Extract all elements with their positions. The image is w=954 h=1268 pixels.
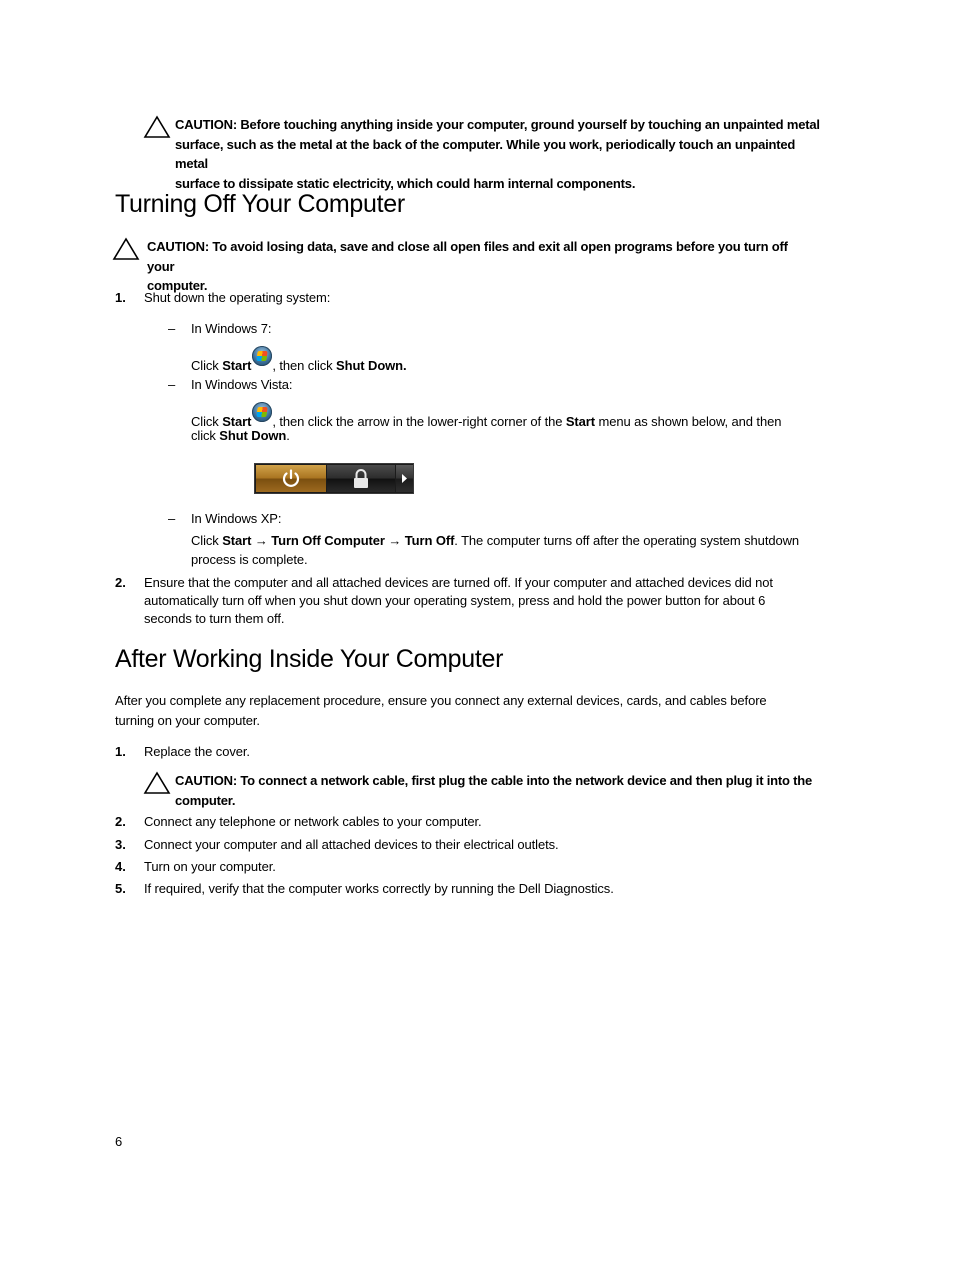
step-number: 4. — [115, 859, 126, 874]
caution-note-data-loss — [112, 237, 812, 293]
caution-line: surface to dissipate static electricity, which could harm internal components. — [175, 175, 636, 191]
caution-line: CAUTION: Before touching anything inside your computer, ground yourself by touching an unpainted metal — [175, 117, 820, 132]
section-title-after-working: After Working Inside Your Computer — [115, 645, 504, 673]
text-line: Ensure that the computer and all attached devices are turned off. If your computer and attached devices did not — [144, 575, 773, 590]
start-keyword: Start — [222, 414, 252, 429]
step-number: 1. — [115, 290, 126, 305]
text-period: . — [286, 428, 290, 443]
start-keyword: Start — [222, 358, 252, 373]
step-text: Replace the cover. — [144, 744, 250, 759]
text-line: automatically turn off when you shut down your operating system, press and hold the power button for about 6 — [144, 593, 766, 608]
step-number: 2. — [115, 575, 126, 590]
caution-triangle-icon — [112, 237, 140, 261]
arrow-glyph: → — [254, 533, 268, 548]
caution-line: computer. — [147, 278, 208, 293]
step-number: 1. — [115, 744, 126, 759]
text-line: After you complete any replacement procedure, ensure you connect any external devices, cards, and cables before — [115, 693, 767, 708]
power-button — [256, 465, 326, 492]
step-text — [144, 574, 773, 628]
dash-bullet: – — [168, 377, 176, 392]
caution-note-network-cable — [143, 771, 823, 811]
start-keyword: Start — [222, 533, 252, 548]
turn-off-keyword: Turn Off — [404, 533, 455, 548]
shutdown-keyword: Shut Down — [219, 428, 287, 443]
power-icon — [256, 465, 326, 492]
text-line: turning on your computer. — [115, 713, 260, 728]
dash-bullet: – — [168, 321, 176, 336]
caution-line: computer. — [175, 792, 236, 808]
caution-line: CAUTION: To connect a network cable, first plug the cable into the network device and then plug it into the — [175, 773, 813, 788]
step-text: Connect your computer and all attached devices to their electrical outlets. — [144, 837, 559, 852]
text-click: click — [191, 428, 216, 443]
intro-paragraph — [115, 691, 767, 731]
shutdown-keyword: Shut Down. — [336, 358, 407, 373]
text-click: Click — [191, 533, 219, 548]
caution-text — [175, 771, 812, 810]
arrow-button — [396, 465, 413, 492]
os-label-xp: In Windows XP: — [191, 511, 282, 526]
step-number: 3. — [115, 837, 126, 852]
turn-off-computer-keyword: Turn Off Computer — [271, 533, 385, 548]
step-number: 2. — [115, 814, 126, 829]
caution-text — [175, 115, 823, 193]
step-text: Connect any telephone or network cables to your computer. — [144, 814, 482, 829]
step-number: 5. — [115, 881, 126, 896]
step-text: Shut down the operating system: — [144, 290, 331, 305]
xp-instruction-line2: process is complete. — [191, 552, 308, 567]
text-click: Click — [191, 358, 219, 373]
windows-start-orb-icon — [252, 346, 272, 366]
text-line: seconds to turn them off. — [144, 611, 285, 626]
section-title-turning-off: Turning Off Your Computer — [115, 190, 405, 218]
text-then-click: , then click — [272, 358, 333, 373]
text-rest: . The computer turns off after the operating system shutdown — [454, 533, 800, 548]
start-keyword: Start — [565, 414, 595, 429]
step-text: If required, verify that the computer works correctly by running the Dell Diagnostics. — [144, 881, 614, 896]
vista-shutdown-buttons-image — [254, 463, 414, 494]
text-mid: , then click the arrow in the lower-right corner of the — [272, 414, 563, 429]
caution-triangle-icon — [143, 771, 171, 795]
dash-bullet: – — [168, 511, 176, 526]
xp-instruction-line1 — [191, 532, 799, 550]
win7-instruction — [191, 352, 407, 375]
caution-line: CAUTION: To avoid losing data, save and close all open files and exit all open programs before you turn off your — [147, 239, 788, 274]
caution-line: surface, such as the metal at the back of the computer. While you work, periodically touch an unpainted metal — [175, 136, 796, 171]
lock-icon — [327, 465, 395, 492]
caution-triangle-icon — [143, 115, 171, 139]
text-click: Click — [191, 414, 219, 429]
caution-note-ground — [143, 115, 823, 191]
text-end: menu as shown below, and then — [598, 414, 782, 429]
lock-button — [327, 465, 395, 492]
windows-start-orb-icon — [252, 402, 272, 422]
step-text: Turn on your computer. — [144, 859, 276, 874]
caution-text — [147, 237, 812, 296]
arrow-glyph: → — [388, 533, 402, 548]
os-label-vista: In Windows Vista: — [191, 377, 293, 392]
arrow-right-icon — [396, 465, 413, 492]
page-number: 6 — [115, 1134, 123, 1149]
vista-instruction-line2 — [191, 427, 290, 445]
os-label-win7: In Windows 7: — [191, 321, 272, 336]
